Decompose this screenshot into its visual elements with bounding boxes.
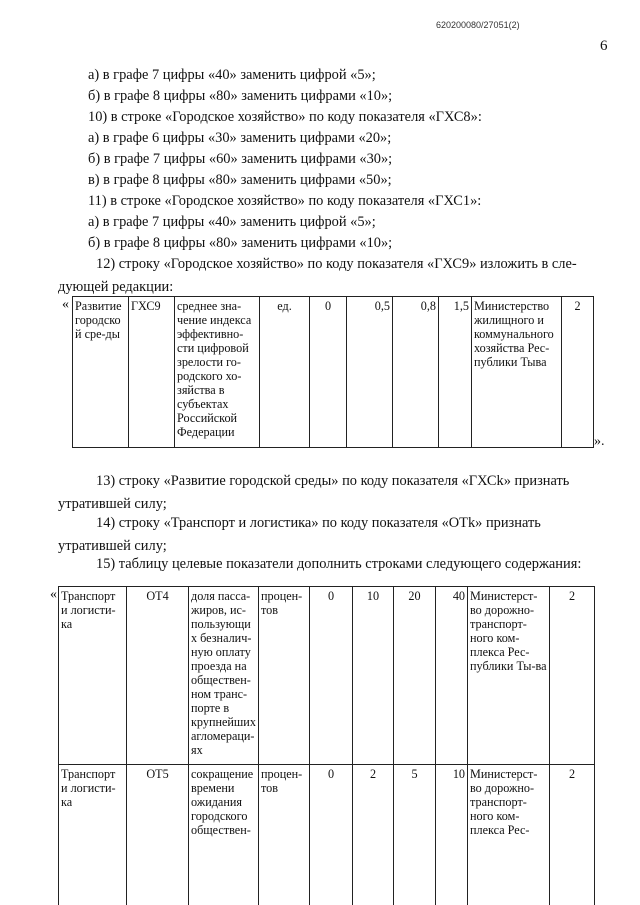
paragraph-line: 12) строку «Городское хозяйство» по коду показателя «ГХС9» изложить в сле- [96,256,577,272]
cell-unit: процен-тов [259,765,310,905]
indicator-table-ot-container [58,586,596,905]
cell-value: 20 [394,587,436,765]
paragraph-15 [58,553,608,576]
open-quote: « [50,587,57,602]
table-row [59,765,595,905]
close-quote: ». [594,434,605,449]
cell-code: ГХС9 [129,297,175,448]
document-id: 620200080/27051(2) [436,20,520,30]
paragraph-line: утратившей силу; [58,496,167,512]
cell-value: 0 [310,765,353,905]
cell-responsible: Министерство жилищного и коммунального хозяйства Рес-публики Тыва [472,297,562,448]
cell-value: 40 [436,587,468,765]
cell-name: сокращение времени ожидания городского обществен- [189,765,259,905]
text-line: в) в графе 8 цифры «80» заменить цифрами «50»; [88,172,392,188]
cell-value: 10 [436,765,468,905]
text-line: б) в графе 8 цифры «80» заменить цифрами «10»; [88,235,393,251]
table-row [59,587,595,765]
text-line: б) в графе 7 цифры «60» заменить цифрами «30»; [88,151,393,167]
cell-unit: ед. [260,297,310,448]
indicator-table-ot [58,586,595,905]
cell-value: 5 [394,765,436,905]
page-number: 6 [600,38,608,54]
paragraph-line: 15) таблицу целевые показатели дополнить строками следующего содержания: [96,556,582,572]
paragraph-13 [58,470,608,516]
open-quote: « [62,297,69,312]
cell-name: среднее зна-чение индекса эффективно-сти цифровой зрелости го-родского хо-зяйства в субъектах Российской Федерации [175,297,260,448]
text-line: а) в графе 6 цифры «30» заменить цифрами «20»; [88,130,392,146]
cell-number: 2 [562,297,594,448]
paragraph-line: дующей редакции: [58,279,174,295]
cell-number: 2 [550,587,595,765]
text-line: 10) в строке «Городское хозяйство» по коду показателя «ГХС8»: [88,109,482,125]
cell-name: доля пасса-жиров, ис-пользующих безналич-ную оплату проезда на обществен-ном транс-порте в крупнейших агломераци-ях [189,587,259,765]
cell-value: 0 [310,297,347,448]
cell-direction: Транспорт и логисти-ка [59,765,127,905]
cell-code: ОТ5 [127,765,189,905]
paragraph-14 [58,512,608,558]
cell-unit: процен-тов [259,587,310,765]
cell-direction: Транспорт и логисти-ка [59,587,127,765]
cell-direction: Развитие городской сре-ды [73,297,129,448]
cell-value: 10 [353,587,394,765]
cell-value: 0,5 [347,297,393,448]
text-line: а) в графе 7 цифры «40» заменить цифрой «5»; [88,214,376,230]
text-line: 11) в строке «Городское хозяйство» по коду показателя «ГХС1»: [88,193,482,209]
cell-value: 0,8 [393,297,439,448]
cell-responsible: Министерст-во дорожно-транспорт-ного ком-плекса Рес-публики Ты-ва [468,587,550,765]
table-row [73,297,594,448]
cell-value: 1,5 [439,297,472,448]
paragraph-12 [58,253,608,299]
cell-code: ОТ4 [127,587,189,765]
paragraph-line: 13) строку «Развитие городской среды» по коду показателя «ГХСk» признать [96,473,570,489]
cell-value: 2 [353,765,394,905]
text-line: а) в графе 7 цифры «40» заменить цифрой «5»; [88,67,376,83]
paragraph-line: утратившей силу; [58,538,167,554]
amendment-lines [88,65,608,254]
indicator-table-gkh9 [72,296,594,448]
cell-number: 2 [550,765,595,905]
cell-value: 0 [310,587,353,765]
paragraph-line: 14) строку «Транспорт и логистика» по коду показателя «ОТk» признать [96,515,541,531]
cell-responsible: Министерст-во дорожно-транспорт-ного ком-плекса Рес- [468,765,550,905]
text-line: б) в графе 8 цифры «80» заменить цифрами «10»; [88,88,393,104]
